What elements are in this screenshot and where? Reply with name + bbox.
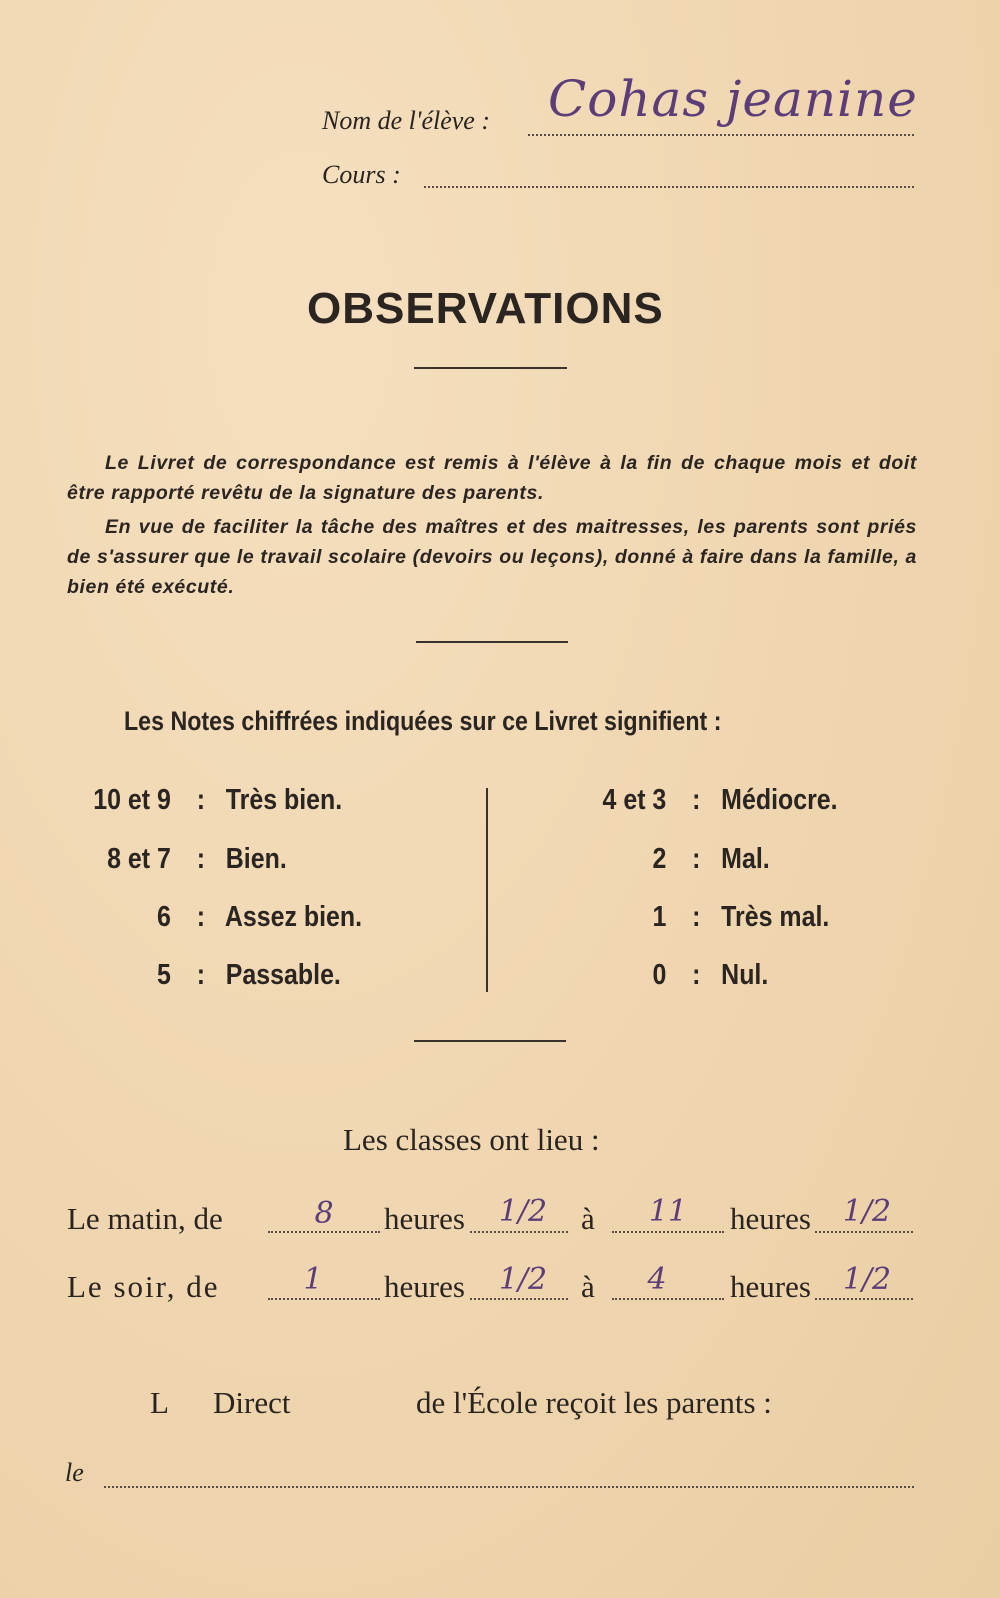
director-receives-parents: de l'École reçoit les parents : (416, 1385, 772, 1420)
grade-meaning: Très mal. (721, 901, 830, 933)
grade-number: 2 (652, 843, 667, 875)
date-label: le (65, 1458, 84, 1487)
grade-separator: : (196, 843, 206, 875)
evening-from-hour-line (268, 1298, 380, 1300)
morning-from-half: 1/2 (498, 1194, 548, 1229)
student-name-label: Nom de l'élève : (322, 106, 490, 135)
morning-hours-label-2: heures (730, 1201, 811, 1236)
grade-number: 10 et 9 (93, 784, 171, 816)
grade-separator: : (196, 784, 206, 816)
grade-meaning: Passable. (225, 959, 341, 991)
grade-number: 8 et 7 (107, 843, 171, 875)
schedule-heading: Les classes ont lieu : (343, 1122, 600, 1157)
title-underline (414, 367, 567, 369)
grade-meaning: Bien. (225, 843, 287, 875)
morning-from-half-line (470, 1231, 568, 1233)
evening-to-hour: 4 (647, 1262, 667, 1297)
grade-meaning: Très bien. (225, 784, 343, 816)
notes-divider (414, 1040, 566, 1042)
evening-hours-label-1: heures (384, 1269, 465, 1304)
page-title: OBSERVATIONS (307, 284, 664, 333)
intro-text (67, 448, 917, 602)
course-line (424, 186, 914, 188)
grade-row (66, 901, 362, 934)
evening-to-half-line (815, 1298, 913, 1300)
morning-from-hour-line (268, 1231, 380, 1233)
intro-paragraph-2: En vue de faciliter la tâche des maîtres et des maitresses, les parents sont priés de s'assurer que le travail scolaire (devoirs ou leçons), donné à faire dans la famille, a bien été exécuté. (67, 516, 917, 598)
grade-separator: : (692, 843, 701, 875)
notes-heading: Les Notes chiffrées indiquées sur ce Livret signifient : (124, 706, 722, 736)
morning-to-hour: 11 (648, 1194, 688, 1229)
morning-from-hour: 8 (314, 1196, 334, 1231)
student-name-value: Cohas jeanine (548, 70, 918, 128)
grade-meaning: Mal. (721, 843, 770, 875)
date-line (104, 1486, 914, 1488)
grade-row (66, 959, 341, 992)
grade-number: 1 (652, 901, 667, 933)
grade-meaning: Assez bien. (224, 901, 363, 933)
grade-row (66, 843, 287, 876)
grade-row (570, 784, 838, 817)
schedule-evening-label: Le soir, de (67, 1269, 220, 1304)
grade-number: 5 (157, 959, 171, 991)
evening-to-label: à (581, 1269, 595, 1304)
evening-from-hour: 1 (303, 1262, 323, 1297)
notes-column-divider (486, 788, 488, 992)
grade-separator: : (196, 901, 206, 933)
grade-separator: : (692, 959, 701, 991)
grade-row (66, 784, 342, 817)
schedule-morning-label: Le matin, de (67, 1201, 223, 1236)
grade-separator: : (196, 959, 206, 991)
grade-row (570, 959, 768, 992)
intro-paragraph-1: Le Livret de correspondance est remis à l'élève à la fin de chaque mois et doit être rapporté revêtu de la signature des parents. (67, 452, 917, 504)
evening-to-hour-line (612, 1298, 724, 1300)
morning-to-hour-line (612, 1231, 724, 1233)
grade-meaning: Médiocre. (721, 784, 838, 816)
director-l: L (150, 1385, 169, 1420)
course-label: Cours : (322, 160, 401, 189)
evening-from-half-line (470, 1298, 568, 1300)
morning-to-half: 1/2 (842, 1194, 892, 1229)
grade-row (570, 843, 770, 876)
grade-number: 6 (157, 901, 171, 933)
morning-to-half-line (815, 1231, 913, 1233)
evening-from-half: 1/2 (498, 1262, 548, 1297)
grade-separator: : (692, 784, 701, 816)
director-direct: Direct (213, 1385, 291, 1420)
evening-hours-label-2: heures (730, 1269, 811, 1304)
grade-number: 0 (652, 959, 667, 991)
grade-number: 4 et 3 (602, 784, 667, 816)
grade-separator: : (692, 901, 701, 933)
evening-to-half: 1/2 (842, 1262, 892, 1297)
grade-row (570, 901, 829, 934)
student-name-line (528, 134, 914, 136)
grade-meaning: Nul. (721, 959, 769, 991)
paragraph-divider (416, 641, 568, 643)
morning-hours-label-1: heures (384, 1201, 465, 1236)
morning-to-label: à (581, 1201, 595, 1236)
